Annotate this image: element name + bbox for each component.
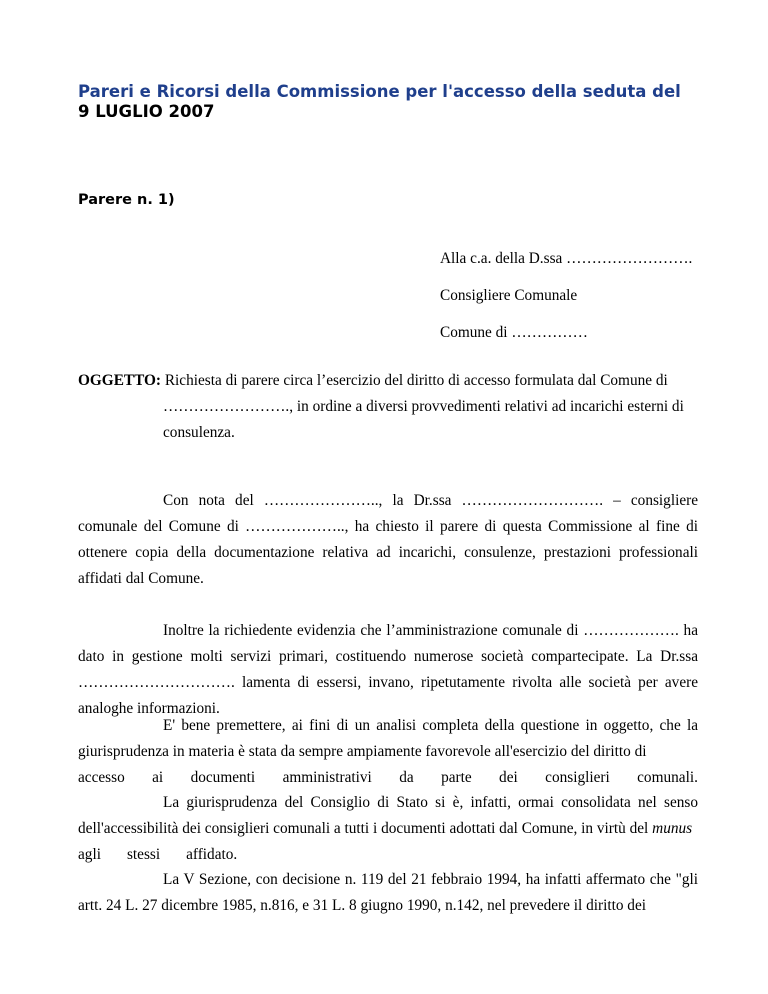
paragraph-3: E' bene premettere, ai fini di un analisi completa della questione in oggetto, che la giurisprudenza in materia è stata da sempre ampiamente favorevole all'esercizio del diritto di — [78, 717, 698, 760]
paragraph-3-last-line — [78, 765, 698, 791]
oggetto-line-2: ……………………., in ordine a diversi provvedimenti relativi ad incarichi esterni di — [163, 398, 684, 415]
p3-word: accesso — [78, 769, 125, 786]
p3-word: dei — [499, 769, 518, 786]
p4-word: agli — [78, 846, 101, 863]
p3-word: amministrativi — [282, 769, 372, 786]
addressee-line-3: Comune di …………… — [440, 324, 588, 341]
addressee-line-2: Consigliere Comunale — [440, 287, 578, 304]
oggetto-block — [78, 368, 698, 446]
p4-word: affidato. — [186, 846, 238, 863]
paragraph-2: Inoltre la richiedente evidenzia che l’amministrazione comunale di ………………. ha dato in gestione molti servizi primari, costituendo numerose società compartecipate. La Dr.ssa …………………………. lamenta di essersi, invano, ripetutamente rivolta alle società per avere analoghe informazioni. — [78, 622, 698, 717]
title-line-2: 9 LUGLIO 2007 — [78, 102, 215, 121]
p3-word: parte — [441, 769, 472, 786]
paragraph-1: Con nota del ………………….., la Dr.ssa ………………………. – consigliere comunale del Comune di ……………….., ha chiesto il parere di questa Commissione al fine di ottenere copia della documentazione relativa ad incarichi, consulenze, prestazioni professionali affidati dal Comune. — [78, 492, 698, 587]
p4-text: La giurisprudenza del Consiglio di Stato si è, infatti, ormai consolidata nel senso dell'accessibilità dei consiglieri comunali a tutti i documenti adottati dal Comune, in virtù del — [78, 794, 698, 837]
parere-number: Parere n. 1) — [78, 192, 175, 208]
p3-word: ai — [152, 769, 164, 786]
title-line-1: Pareri e Ricorsi della Commissione per l'accesso della seduta del — [78, 82, 681, 101]
paragraph-4-last-line — [78, 842, 698, 868]
p3-word: consiglieri — [545, 769, 610, 786]
oggetto-label: OGGETTO: — [78, 372, 162, 389]
document-title — [78, 82, 718, 122]
oggetto-line-1: Richiesta di parere circa l’esercizio del diritto di accesso formulata dal Comune di — [164, 372, 668, 389]
paragraph-5: La V Sezione, con decisione n. 119 del 21 febbraio 1994, ha infatti affermato che "gli artt. 24 L. 27 dicembre 1985, n.816, e 31 L. 8 giugno 1990, n.142, nel prevedere il diritto dei — [78, 871, 698, 914]
p3-word: documenti — [190, 769, 256, 786]
addressee-line-1: Alla c.a. della D.ssa ……………………. — [440, 250, 693, 267]
paragraph-4 — [78, 790, 698, 842]
p3-word: comunali. — [637, 769, 698, 786]
oggetto-line-3: consulenza. — [163, 424, 235, 441]
p4-munus: munus — [652, 820, 693, 837]
p3-word: da — [399, 769, 414, 786]
p4-word: stessi — [126, 846, 161, 863]
